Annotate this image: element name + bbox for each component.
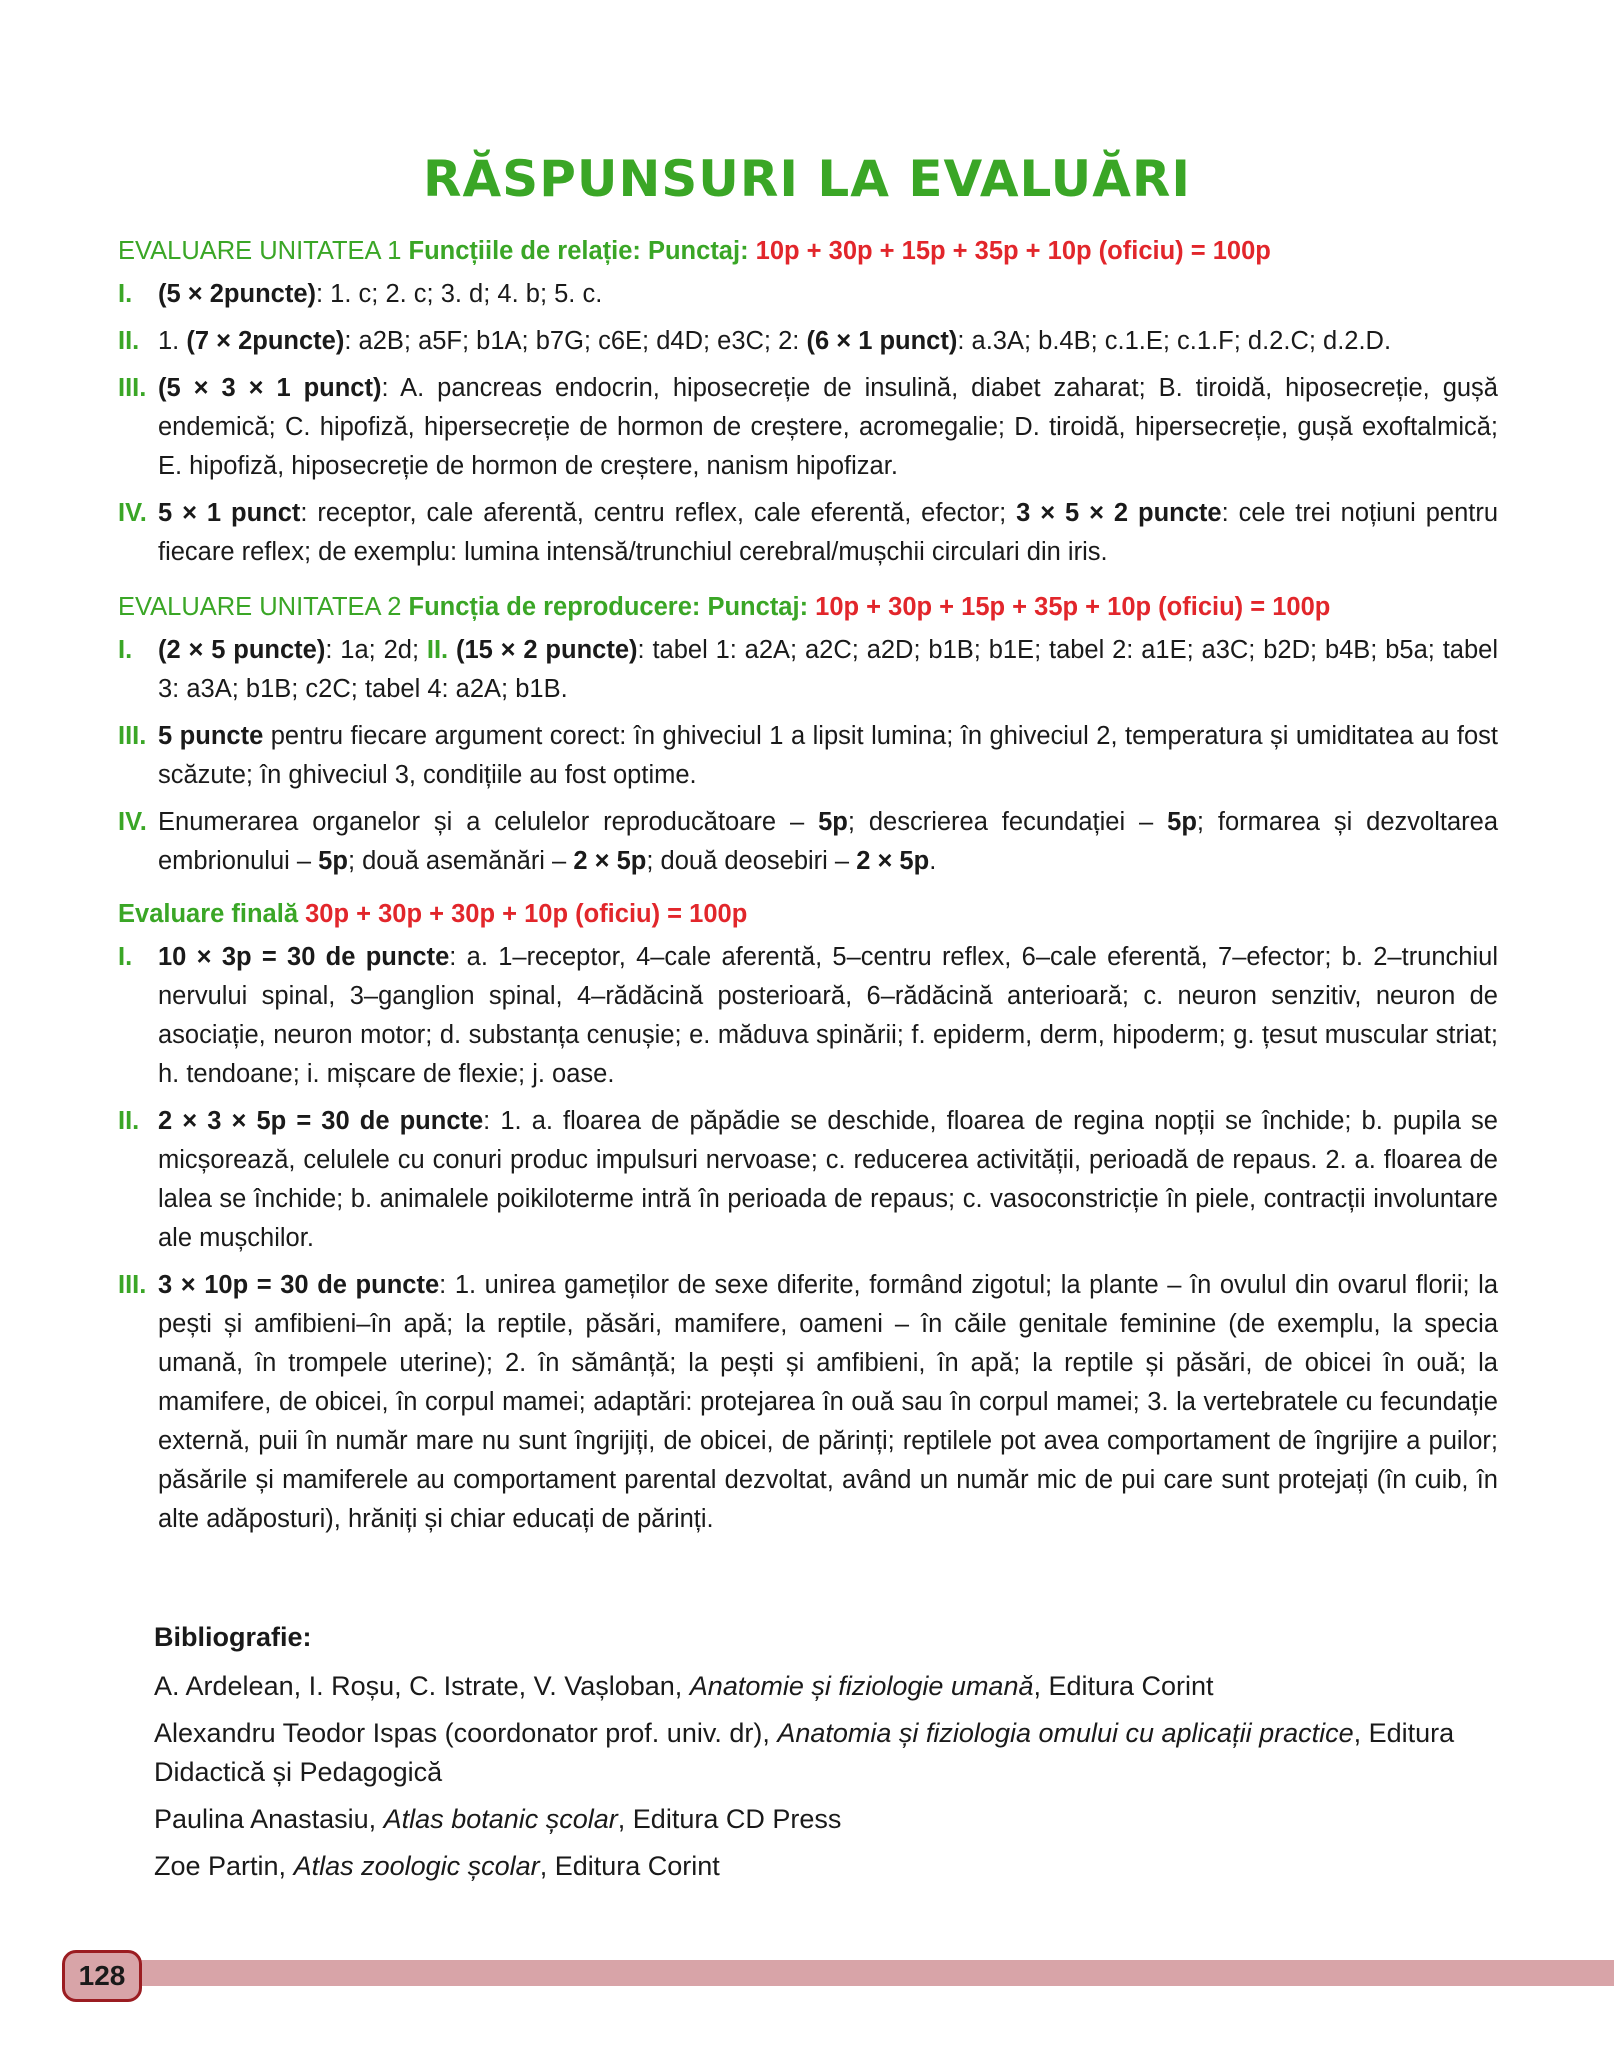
answer-text: ; două deosebiri – xyxy=(646,847,857,875)
answer-text: : A. pancreas endocrin, hiposecreție de insulină, diabet zaharat; B. tiroidă, hiposecreție, gușă endemică; C. hipofiză, hipersecreție de hormon de creștere, acromegalie; D. tiroidă, hipersecreție, gușă exoftalmică; E. hipofiză, hiposecreție de hormon de creștere, nanism hipofizar. xyxy=(158,374,1498,480)
score-text: 3 × 5 × 2 puncte xyxy=(1016,499,1222,527)
book-title: Anatomie și fiziologie umană xyxy=(689,1671,1034,1701)
item-number: I. xyxy=(118,636,133,664)
bibliography-entry xyxy=(154,1714,1494,1792)
score-text: (5 × 3 × 1 punct) xyxy=(158,374,382,402)
unit2-score: 10p + 30p + 15p + 35p + 10p (oficiu) = 100p xyxy=(815,593,1331,621)
item-number: III. xyxy=(118,374,147,402)
bibliography-title: Bibliografie: xyxy=(154,1622,312,1652)
answer-item xyxy=(118,369,1498,486)
book-title: Atlas zoologic școlar xyxy=(293,1851,540,1881)
score-text: 2 × 5p xyxy=(573,847,647,875)
answer-item xyxy=(118,1266,1498,1539)
item-number: I. xyxy=(118,943,133,971)
answer-text: : 1. unirea gameților de sexe diferite, formând zigotul; la plante – în ovulul din ovarul florii; la pești și amfibieni–în apă; la reptile, păsări, mamifere, oameni – în căile genitale feminine (de exemplu, la specia umană, în trompele uterine); 2. în sămânță; la pești și amfibieni, în apă; la reptile și păsări, de obicei în ouă; la mamifere, de obicei, în corpul mamei; adaptări: protejarea în ouă sau în corpul mamei; 3. la vertebratele cu fecundație externă, puii în număr mare nu sunt îngrijiți, de obicei, de părinți; reptilele pot avea comportament de îngrijire a puilor; păsările și mamiferele au comportament parental dezvoltat, având un număr mic de pui care sunt protejați (în cuib, în alte adăposturi), hrăniți și chiar educați de părinți. xyxy=(158,1271,1498,1533)
unit2-name: Funcția de reproducere: Punctaj: xyxy=(408,593,816,621)
unit1-label: EVALUARE UNITATEA 1 xyxy=(118,237,409,265)
answer-text: : a.3A; b.4B; c.1.E; c.1.F; d.2.C; d.2.D. xyxy=(957,327,1392,355)
bibliography-entry xyxy=(154,1800,1494,1839)
unit1-items xyxy=(118,275,1498,572)
answer-item xyxy=(118,275,1498,314)
score-text: (5 × 2puncte) xyxy=(158,280,316,308)
item-number: II. xyxy=(118,327,140,355)
final-items xyxy=(118,938,1498,1539)
answer-text: : tabel 1: a2A; a2C; a2D; b1B; b1E; tabel 2: a1E; a3C; b2D; b4B; b5a; tabel 3: a3A; b1B; c2C; tabel 4: a2A; b1B. xyxy=(158,636,1499,703)
answer-text: . xyxy=(929,847,937,875)
score-text: 5 × 1 punct xyxy=(158,499,301,527)
page-number: 128 xyxy=(62,1950,142,2002)
item-number: II. xyxy=(118,1107,140,1135)
answer-text: : a2B; a5F; b1A; b7G; c6E; d4D; e3C; 2: xyxy=(344,327,807,355)
bibliography-entries xyxy=(154,1667,1494,1886)
book-title: Atlas botanic școlar xyxy=(383,1804,618,1834)
footer-bar xyxy=(134,1960,1614,1986)
bibliography-entry xyxy=(154,1847,1494,1886)
score-text: (7 × 2puncte) xyxy=(186,327,345,355)
answer-text: : 1a; 2d; xyxy=(325,636,427,664)
score-text: 5p xyxy=(818,808,848,836)
answer-item xyxy=(118,322,1498,361)
score-text: 3 × 10p = 30 de puncte xyxy=(158,1271,440,1299)
answer-text: : receptor, cale aferentă, centru reflex, cale eferentă, efector; xyxy=(300,499,1017,527)
score-text: 2 × 5p xyxy=(856,847,930,875)
item-number: III. xyxy=(118,722,147,750)
answer-text: ; două asemănări – xyxy=(347,847,574,875)
answer-text: , Editura Corint xyxy=(539,1851,720,1881)
item-number: IV. xyxy=(118,499,147,527)
score-text: (2 × 5 puncte) xyxy=(158,636,326,664)
answer-text: , Editura CD Press xyxy=(617,1804,842,1834)
answer-item xyxy=(118,717,1498,795)
answer-item xyxy=(118,938,1498,1094)
answer-item xyxy=(118,631,1498,709)
item-number: IV. xyxy=(118,808,147,836)
final-header xyxy=(118,895,1498,934)
unit1-header xyxy=(118,232,1498,271)
final-score: 30p + 30p + 30p + 10p (oficiu) = 100p xyxy=(305,900,748,928)
answer-text: ; formarea și dezvoltarea embrionului – xyxy=(158,808,1499,875)
answer-text: Enumerarea organelor și a celulelor reproducătoare – xyxy=(158,808,819,836)
score-text: 2 × 3 × 5p = 30 de puncte xyxy=(158,1107,484,1135)
score-text: 5 puncte xyxy=(158,722,264,750)
item-number: I. xyxy=(118,280,133,308)
answer-text: ; descrierea fecundației – xyxy=(847,808,1168,836)
answer-text: : 1. a. floarea de păpădie se deschide, floarea de regina nopții se închide; b. pupila se micșorează, celulele cu conuri produc impulsuri nervoase; c. reducerea activității, perioadă de repaus. 2. a. floarea de lalea se închide; b. animalele poikiloterme intră în perioada de repaus; c. vasoconstricție în piele, contracții involuntare ale mușchilor. xyxy=(158,1107,1498,1252)
answer-text: A. Ardelean, I. Roșu, C. Istrate, V. Vașloban, xyxy=(154,1671,690,1701)
final-label: Evaluare finală xyxy=(118,900,306,928)
unit2-label: EVALUARE UNITATEA 2 xyxy=(118,593,409,621)
answer-text: , Editura Didactică și Pedagogică xyxy=(154,1718,1455,1787)
score-text: (15 × 2 puncte) xyxy=(455,636,638,664)
answer-text: Paulina Anastasiu, xyxy=(154,1804,384,1834)
answer-text: Alexandru Teodor Ispas (coordonator prof. univ. dr), xyxy=(154,1718,778,1748)
answer-item xyxy=(118,1102,1498,1258)
answer-text: 1. xyxy=(158,327,187,355)
answer-text: Zoe Partin, xyxy=(154,1851,294,1881)
page-title: RĂSPUNSURI LA EVALUĂRI xyxy=(422,150,1192,208)
answer-text: , Editura Corint xyxy=(1033,1671,1214,1701)
score-text: 5p xyxy=(318,847,348,875)
answer-text: : cele trei noțiuni pentru fiecare reflex; de exemplu: lumina intensă/trunchiul cerebral/mușchii circulari din iris. xyxy=(158,499,1499,566)
bibliography-entry xyxy=(154,1667,1494,1706)
book-title: Anatomia și fiziologia omului cu aplicații practice xyxy=(777,1718,1354,1748)
unit2-header xyxy=(118,588,1498,627)
unit2-items xyxy=(118,631,1498,881)
answer-text: pentru fiecare argument corect: în ghiveciul 1 a lipsit lumina; în ghiveciul 2, temperatura și umiditatea au fost scăzute; în ghiveciul 3, condițiile au fost optime. xyxy=(158,722,1498,789)
answers-content xyxy=(118,232,1498,1547)
unit1-name: Funcțiile de relație: Punctaj: xyxy=(408,237,756,265)
score-text: (6 × 1 punct) xyxy=(806,327,958,355)
answer-text: II. xyxy=(426,636,456,664)
bibliography xyxy=(154,1618,1494,1894)
score-text: 5p xyxy=(1167,808,1197,836)
answer-item xyxy=(118,803,1498,881)
score-text: 10 × 3p = 30 de puncte xyxy=(158,943,450,971)
item-number: III. xyxy=(118,1271,147,1299)
answer-item xyxy=(118,494,1498,572)
answer-text: : 1. c; 2. c; 3. d; 4. b; 5. c. xyxy=(316,280,603,308)
answer-text: : a. 1–receptor, 4–cale aferentă, 5–centru reflex, 6–cale eferentă, 7–efector; b. 2–trunchiul nervului spinal, 3–ganglion spinal, 4–rădăcină posterioară, 6–rădăcină anterioară; c. neuron senzitiv, neuron de asociație, neuron motor; d. substanța cenușie; e. măduva spinării; f. epiderm, derm, hipoderm; g. țesut muscular striat; h. tendoane; i. mișcare de flexie; j. oase. xyxy=(158,943,1498,1088)
unit1-score: 10p + 30p + 15p + 35p + 10p (oficiu) = 100p xyxy=(755,237,1271,265)
